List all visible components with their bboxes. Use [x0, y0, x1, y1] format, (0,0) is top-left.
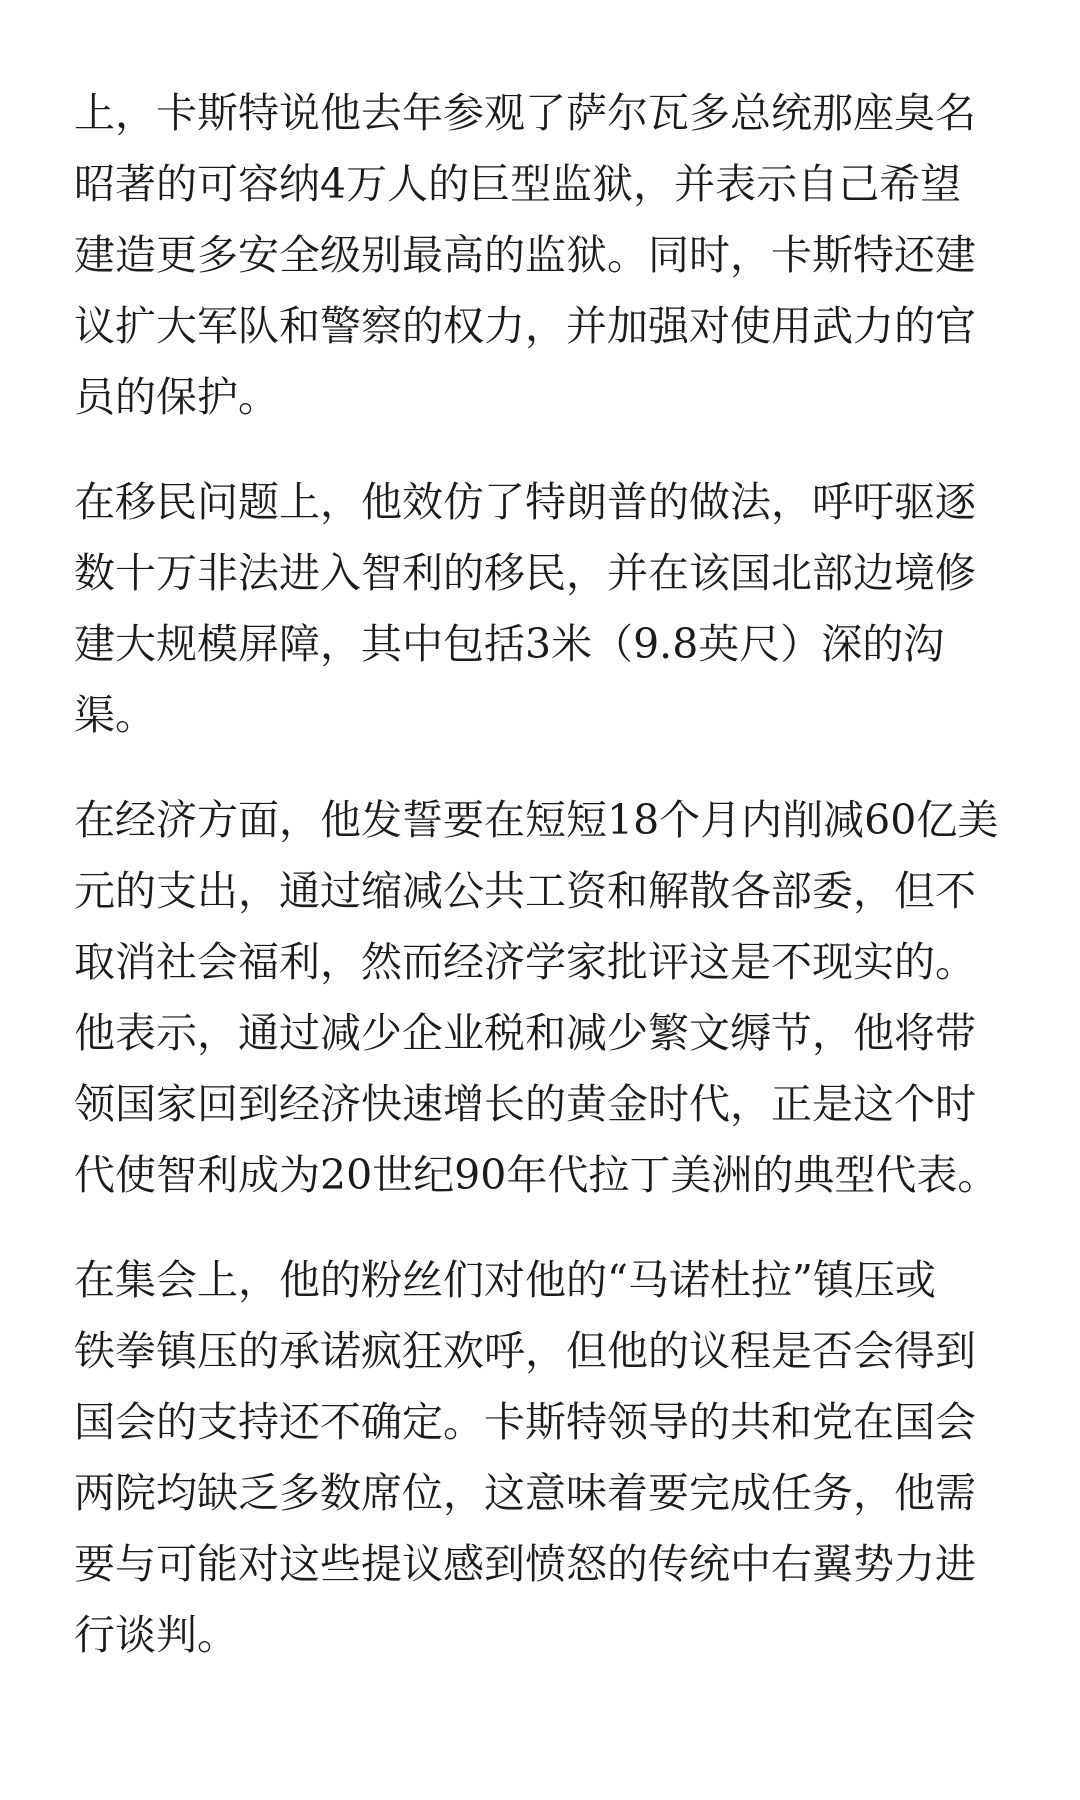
paragraph-4	[74, 1245, 1020, 1671]
text-line: 两院均缺乏多数席位，这意味着要完成任务，他需	[74, 1469, 976, 1517]
text-line: 国会的支持还不确定。卡斯特领导的共和党在国会	[74, 1398, 976, 1446]
text-line: 取消社会福利，然而经济学家批评这是不现实的。	[74, 938, 976, 986]
paragraph-3	[74, 785, 1020, 1211]
text-line: 在集会上，他的粉丝们对他的“马诺杜拉”镇压或	[74, 1256, 936, 1304]
paragraph-2	[74, 467, 1020, 751]
text-line: 他表示，通过减少企业税和减少繁文缛节，他将带	[74, 1009, 976, 1057]
text-line: 元的支出，通过缩减公共工资和解散各部委，但不	[74, 867, 976, 915]
text-line: 在经济方面，他发誓要在短短18个月内削减60亿美	[74, 796, 999, 844]
text-line: 上，卡斯特说他去年参观了萨尔瓦多总统那座臭名	[74, 89, 976, 137]
text-line: 铁拳镇压的承诺疯狂欢呼，但他的议程是否会得到	[74, 1327, 976, 1375]
paragraph-1	[74, 78, 1020, 433]
text-line: 要与可能对这些提议感到愤怒的传统中右翼势力进	[74, 1540, 976, 1588]
text-line: 建造更多安全级别最高的监狱。同时，卡斯特还建	[74, 231, 976, 279]
text-line: 议扩大军队和警察的权力，并加强对使用武力的官	[74, 302, 976, 350]
text-line: 渠。	[74, 691, 156, 739]
text-line: 员的保护。	[74, 373, 279, 421]
text-line: 在移民问题上，他效仿了特朗普的做法，呼吁驱逐	[74, 478, 976, 526]
text-line: 行谈判。	[74, 1611, 238, 1659]
text-line: 领国家回到经济快速增长的黄金时代，正是这个时	[74, 1080, 976, 1128]
text-line: 建大规模屏障，其中包括3米（9.8英尺）深的沟	[74, 620, 945, 668]
text-line: 昭著的可容纳4万人的巨型监狱，并表示自己希望	[74, 160, 962, 208]
text-line: 代使智利成为20世纪90年代拉丁美洲的典型代表。	[74, 1151, 999, 1199]
article-body	[74, 78, 1020, 1705]
text-line: 数十万非法进入智利的移民，并在该国北部边境修	[74, 549, 976, 597]
